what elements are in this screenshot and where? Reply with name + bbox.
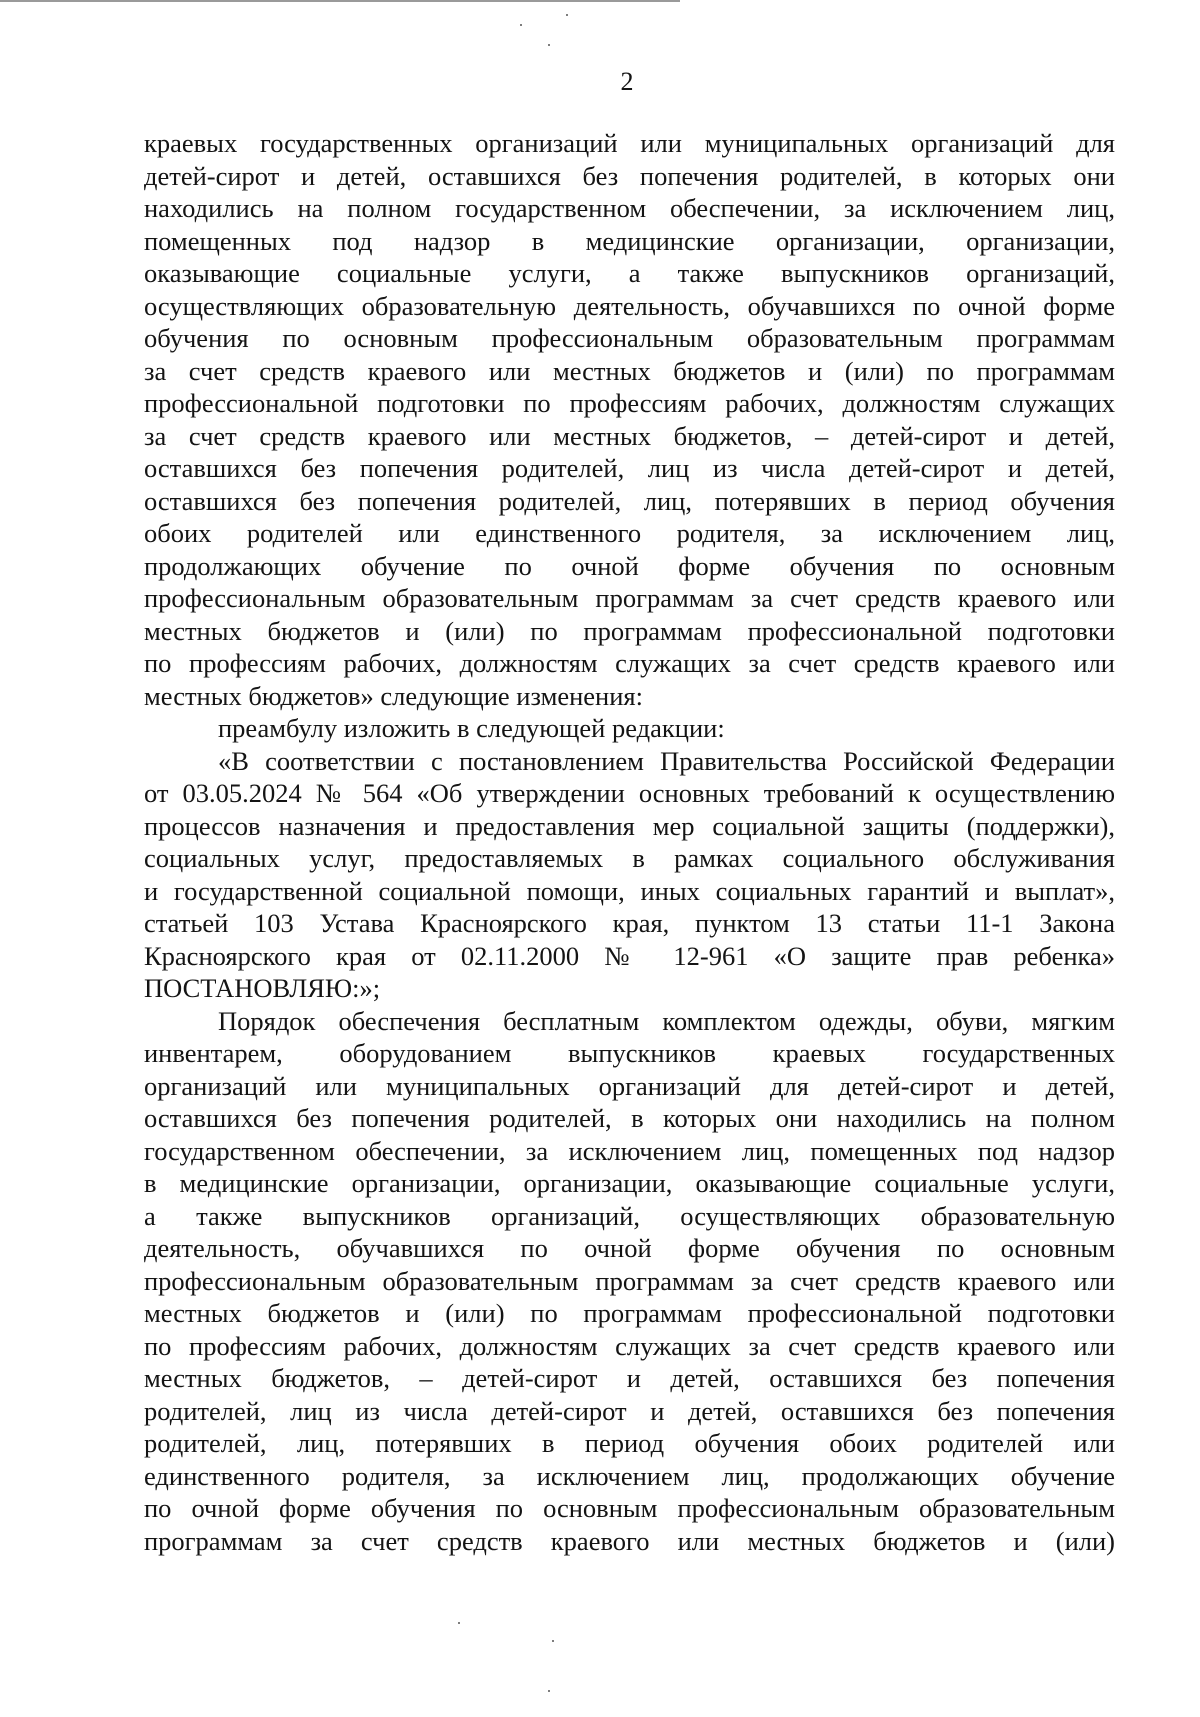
text-line: обоих родителей или единственного родителя, за исключением лиц, — [144, 518, 1115, 548]
text-line: находились на полном государственном обеспечении, за исключением лиц, — [144, 193, 1115, 223]
text-line: по профессиям рабочих, должностям служащих за счет средств краевого или — [144, 1330, 1115, 1361]
text-line: преамбулу изложить в следующей редакции: — [218, 713, 725, 743]
text-line: государственном обеспечении, за исключением лиц, помещенных под надзор — [144, 1135, 1115, 1166]
text-line: социальных услуг, предоставляемых в рамках социального обслуживания — [144, 843, 1115, 873]
text-line: и государственной социальной помощи, иных социальных гарантий и выплат», — [144, 875, 1115, 906]
text-line: профессиональным образовательным программам за счет средств краевого или — [144, 1265, 1115, 1296]
text-line: местных бюджетов, – детей-сирот и детей, оставшихся без попечения — [144, 1363, 1115, 1393]
scan-speck — [548, 1690, 550, 1692]
text-line: оставшихся без попечения родителей, в которых они находились на полном — [144, 1103, 1115, 1133]
text-line: помещенных под надзор в медицинские организации, организации, — [144, 225, 1115, 256]
scan-speck — [552, 1640, 554, 1642]
text-line: профессиональной подготовки по профессиям рабочих, должностям служащих — [144, 388, 1115, 418]
text-line: осуществляющих образовательную деятельность, обучавшихся по очной форме — [144, 290, 1115, 321]
text-line: продолжающих обучение по очной форме обучения по основным — [144, 550, 1115, 581]
scan-speck — [458, 1622, 460, 1624]
text-line: инвентарем, оборудованием выпускников краевых государственных — [144, 1038, 1115, 1068]
scan-edge-rule — [0, 0, 680, 2]
text-line: программам за счет средств краевого или местных бюджетов и (или) — [144, 1525, 1115, 1556]
text-line: за счет средств краевого или местных бюджетов, – детей-сирот и детей, — [144, 420, 1115, 451]
text-line: по профессиям рабочих, должностям служащих за счет средств краевого или — [144, 648, 1115, 678]
text-line: родителей, лиц, потерявших в период обучения обоих родителей или — [144, 1428, 1115, 1458]
text-line: обучения по основным профессиональным образовательным программам — [144, 323, 1115, 353]
text-line: Порядок обеспечения бесплатным комплектом одежды, обуви, мягким — [218, 1005, 1115, 1036]
scan-speck — [520, 24, 522, 26]
text-line: оказывающие социальные услуги, а также выпускников организаций, — [144, 258, 1115, 288]
text-line: местных бюджетов» следующие изменения: — [144, 680, 643, 711]
text-line: статьей 103 Устава Красноярского края, пунктом 13 статьи 11-1 Закона — [144, 908, 1115, 938]
text-line: «В соответствии с постановлением Правительства Российской Федерации — [218, 745, 1115, 776]
text-line: профессиональным образовательным программам за счет средств краевого или — [144, 583, 1115, 613]
text-line: детей-сирот и детей, оставшихся без попечения родителей, в которых они — [144, 160, 1115, 191]
text-line: Красноярского края от 02.11.2000 № 12-961 «О защите прав ребенка» — [144, 940, 1115, 971]
text-line: процессов назначения и предоставления мер социальной защиты (поддержки), — [144, 810, 1115, 841]
text-line: единственного родителя, за исключением лиц, продолжающих обучение — [144, 1460, 1115, 1491]
text-line: оставшихся без попечения родителей, лиц из числа детей-сирот и детей, — [144, 453, 1115, 483]
text-line: ПОСТАНОВЛЯЮ:»; — [144, 973, 381, 1003]
text-line: местных бюджетов и (или) по программам профессиональной подготовки — [144, 1298, 1115, 1328]
text-line: по очной форме обучения по основным профессиональным образовательным — [144, 1493, 1115, 1523]
scan-speck — [548, 44, 550, 46]
scan-speck — [566, 14, 568, 16]
text-line: от 03.05.2024 № 564 «Об утверждении основных требований к осуществлению — [144, 778, 1115, 808]
text-line: в медицинские организации, организации, оказывающие социальные услуги, — [144, 1168, 1115, 1198]
document-body — [144, 127, 1115, 1557]
text-line: местных бюджетов и (или) по программам профессиональной подготовки — [144, 615, 1115, 646]
text-line: за счет средств краевого или местных бюджетов и (или) по программам — [144, 355, 1115, 386]
page-number: 2 — [620, 67, 634, 96]
text-line: родителей, лиц из числа детей-сирот и детей, оставшихся без попечения — [144, 1395, 1115, 1426]
text-line: а также выпускников организаций, осуществляющих образовательную — [144, 1200, 1115, 1231]
text-line: организаций или муниципальных организаций для детей-сирот и детей, — [144, 1070, 1115, 1101]
text-line: деятельность, обучавшихся по очной форме обучения по основным — [144, 1233, 1115, 1263]
text-line: оставшихся без попечения родителей, лиц, потерявших в период обучения — [144, 485, 1115, 516]
text-line: краевых государственных организаций или муниципальных организаций для — [144, 128, 1115, 158]
